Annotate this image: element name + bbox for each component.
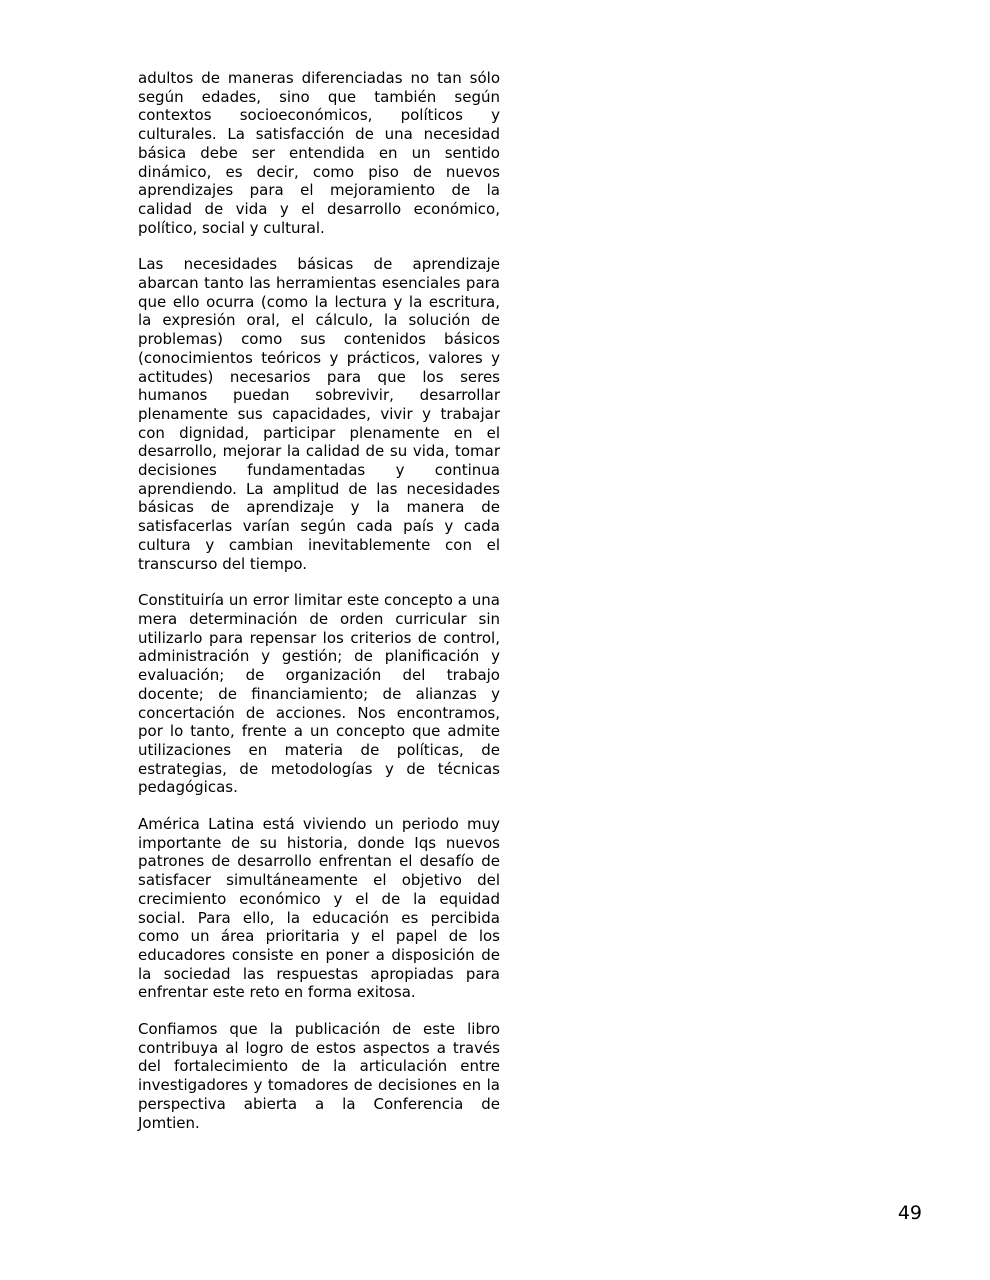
page-number: 49 (897, 1202, 922, 1224)
paragraph-1: adultos de maneras diferenciadas no tan sólo según edades, sino que también según contextos socioeconómicos, políticos y culturales. La satisfacción de una necesidad básica debe ser entendida en un sentido dinámico, es decir, como piso de nuevos aprendizajes para el mejoramiento de la calidad de vida y el desarrollo económico, político, social y cultural. (138, 69, 500, 237)
paragraph-4: América Latina está viviendo un periodo muy importante de su historia, donde Iqs nuevos patrones de desarrollo enfrentan el desafío de satisfacer simultáneamente el objetivo del crecimiento económico y el de la equidad social. Para ello, la educación es percibida como un área prioritaria y el papel de los educadores consiste en poner a disposición de la sociedad las respuestas apropiadas para enfrentar este reto en forma exitosa. (138, 815, 500, 1002)
paragraph-5: Confiamos que la publicación de este libro contribuya al logro de estos aspectos a través del fortalecimiento de la articulación entre investigadores y tomadores de decisiones en la perspectiva abierta a la Conferencia de Jomtien. (138, 1020, 500, 1132)
paragraph-3: Constituiría un error limitar este concepto a una mera determinación de orden curricular sin utilizarlo para repensar los criterios de control, administración y gestión; de planificación y evaluación; de organización del trabajo docente; de financiamiento; de alianzas y concertación de acciones. Nos encontramos, por lo tanto, frente a un concepto que admite utilizaciones en materia de políticas, de estrategias, de metodologías y de técnicas pedagógicas. (138, 591, 500, 797)
paragraph-2: Las necesidades básicas de aprendizaje abarcan tanto las herramientas esenciales para que ello ocurra (como la lectura y la escritura, la expresión oral, el cálculo, la solución de problemas) como sus contenidos básicos (conocimientos teóricos y prácticos, valores y actitudes) necesarios para que los seres humanos puedan sobrevivir, desarrollar plenamente sus capacidades, vivir y trabajar con dignidad, participar plenamente en el desarrollo, mejorar la calidad de su vida, tomar decisiones fundamentadas y continua aprendiendo. La amplitud de las necesidades básicas de aprendizaje y la manera de satisfacerlas varían según cada país y cada cultura y cambian inevitablemente con el transcurso del tiempo. (138, 255, 500, 573)
body-text-column (138, 69, 500, 1150)
